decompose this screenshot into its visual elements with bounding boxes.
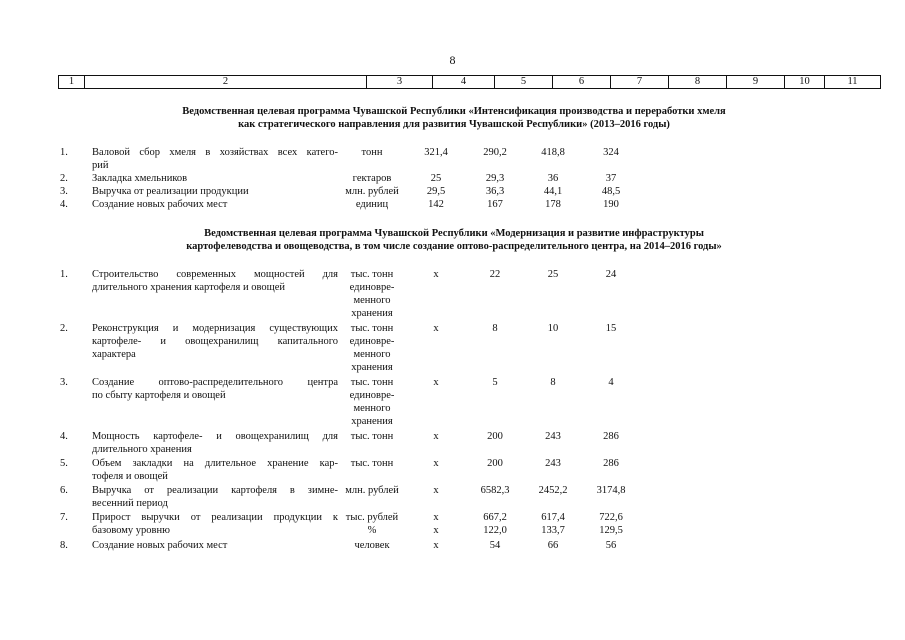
row-number: 3. [60,377,68,388]
value-col-5: 54 [489,540,501,551]
indicator-name [92,172,338,185]
value-col-5: 6582,3 [480,485,510,496]
indicator-name-line: длительного хранения картофеля и овощей [92,282,285,293]
section1-title-line1: Ведомственная целевая программа Чувашской Республики «Интенсификация производства и переработки хмеля [182,106,726,117]
row-number: 2. [60,173,68,184]
unit-of-measure-line: % [367,525,377,536]
value-col-6: 418,8 [541,147,565,158]
unit-of-measure [340,484,404,497]
value-col-4: х [433,323,439,334]
indicator-name-line: Создание оптово-распределительного центра [92,377,338,388]
unit-of-measure-line: тыс. тонн [350,431,394,442]
unit-of-measure-line: хранения [351,416,393,427]
indicator-name-line: Выручка от реализации картофеля в зимне- [92,485,338,496]
unit-of-measure-line: тыс. тонн [350,377,394,388]
row-number: 8. [60,540,68,551]
value-col-5: 200 [487,431,503,442]
unit-of-measure-line: единовре- [349,336,395,347]
row-number: 5. [60,458,68,469]
unit-of-measure [340,198,404,211]
value-col-5: 29,3 [485,173,505,184]
column-number-10: 10 [785,76,825,89]
indicator-name [92,511,338,537]
column-number-7: 7 [611,76,669,89]
indicator-name-line: Реконструкция и модернизация существующих [92,323,338,334]
indicator-name-line: Мощность картофеле- и овощехранилищ для [92,431,338,442]
value-col-6: 66 [547,540,559,551]
unit-of-measure-line: хранения [351,362,393,373]
unit-of-measure-line: млн. рублей [345,485,399,496]
value-col-4: х [433,540,439,551]
value-col-6: 36 [547,173,559,184]
indicator-name [92,376,338,402]
value-col-6: 243 [545,431,561,442]
value-col-6-line: 617,4 [541,512,565,523]
value-col-4-line: х [433,525,439,536]
row-number: 3. [60,186,68,197]
unit-of-measure [340,430,404,443]
unit-of-measure [340,539,404,552]
indicator-name-line: Создание новых рабочих мест [92,540,228,551]
indicator-name-line: Создание новых рабочих мест [92,199,228,210]
indicator-name-line: рий [92,160,109,171]
row-number: 4. [60,431,68,442]
indicator-name-line: Выручка от реализации продукции [92,186,249,197]
value-col-4: 25 [430,173,442,184]
column-number-11: 11 [825,76,881,89]
value-col-6: 44,1 [543,186,563,197]
indicator-name [92,430,338,456]
value-col-5: 5 [492,377,498,388]
row-number: 4. [60,199,68,210]
column-number-3: 3 [367,76,433,89]
unit-of-measure-line: единовре- [349,390,395,401]
value-col-7: 24 [605,269,617,280]
unit-of-measure-line: гектаров [352,173,392,184]
column-number-9: 9 [727,76,785,89]
unit-of-measure [340,322,404,374]
indicator-name-line: картофеле- и овощехранилищ капитального [92,336,338,347]
unit-of-measure [340,146,404,159]
unit-of-measure-line: менного [353,295,391,306]
unit-of-measure [340,268,404,320]
value-col-5: 167 [487,199,503,210]
unit-of-measure [340,511,404,537]
value-col-6: 2452,2 [538,485,568,496]
value-col-4: 321,4 [424,147,448,158]
value-col-6: 25 [547,269,559,280]
value-col-4: х [433,269,439,280]
value-col-4-line: х [433,512,439,523]
value-col-4: 142 [428,199,444,210]
value-col-4: х [433,377,439,388]
value-col-5 [466,511,524,537]
unit-of-measure [340,376,404,428]
column-number-5: 5 [495,76,553,89]
section2-title-line1: Ведомственная целевая программа Чувашской Республики «Модернизация и развитие инфраструктуры [204,228,704,239]
unit-of-measure [340,172,404,185]
column-number-2: 2 [85,76,367,89]
unit-of-measure-line: тонн [361,147,383,158]
column-number-6: 6 [553,76,611,89]
value-col-7: 286 [603,431,619,442]
column-number-4: 4 [433,76,495,89]
value-col-6-line: 133,7 [541,525,565,536]
unit-of-measure-line: единиц [355,199,389,210]
unit-of-measure-line: тыс. рублей [345,512,399,523]
value-col-4: х [433,431,439,442]
unit-of-measure-line: менного [353,349,391,360]
indicator-name [92,146,338,172]
value-col-7: 56 [605,540,617,551]
value-col-5-line: 122,0 [483,525,507,536]
unit-of-measure-line: единовре- [349,282,395,293]
value-col-6: 10 [547,323,559,334]
value-col-5: 36,3 [485,186,505,197]
page-number: 8 [449,53,456,67]
unit-of-measure-line: тыс. тонн [350,323,394,334]
unit-of-measure-line: тыс. тонн [350,269,394,280]
indicator-name-line: Валовой сбор хмеля в хозяйствах всех катего- [92,147,338,158]
section2-title-line2: картофелеводства и овощеводства, в том числе создание оптово-распределительного центра, на 2014–2016 годы» [186,241,722,252]
value-col-7: 324 [603,147,619,158]
unit-of-measure-line: тыс. тонн [350,458,394,469]
indicator-name-line: тофеля и овощей [92,471,168,482]
indicator-name-line: Закладка хмельников [92,173,188,184]
column-number-1: 1 [59,76,85,89]
indicator-name-line: базовому уровню [92,525,170,536]
value-col-4: 29,5 [426,186,446,197]
value-col-5: 8 [492,323,498,334]
value-col-7-line: 722,6 [599,512,623,523]
unit-of-measure-line: млн. рублей [345,186,399,197]
value-col-7: 286 [603,458,619,469]
value-col-5-line: 667,2 [483,512,507,523]
indicator-name-line: по сбыту картофеля и овощей [92,390,226,401]
indicator-name-line: длительного хранения [92,444,192,455]
value-col-7: 3174,8 [596,485,626,496]
value-col-7-line: 129,5 [599,525,623,536]
indicator-name-line: характера [92,349,136,360]
indicator-name-line: Строительство современных мощностей для [92,269,338,280]
unit-of-measure-line: менного [353,403,391,414]
value-col-7: 4 [608,377,614,388]
indicator-name-line: Объем закладки на длительное хранение кар- [92,458,338,469]
value-col-4 [406,511,466,537]
indicator-name-line: Прирост выручки от реализации продукции к [92,512,338,523]
indicator-name [92,185,338,198]
unit-of-measure-line: человек [354,540,390,551]
value-col-6: 243 [545,458,561,469]
value-col-6 [524,511,582,537]
indicator-name [92,268,338,294]
indicator-name [92,457,338,483]
indicator-name [92,484,338,510]
indicator-name-line: весенний период [92,498,168,509]
indicator-name [92,539,338,552]
column-number-header [58,75,881,89]
column-number-8: 8 [669,76,727,89]
row-number: 6. [60,485,68,496]
unit-of-measure [340,185,404,198]
value-col-5: 22 [489,269,501,280]
value-col-4: х [433,458,439,469]
value-col-5: 290,2 [483,147,507,158]
value-col-4: х [433,485,439,496]
value-col-5: 200 [487,458,503,469]
row-number: 7. [60,512,68,523]
unit-of-measure [340,457,404,470]
value-col-7: 190 [603,199,619,210]
row-number: 2. [60,323,68,334]
value-col-7 [582,511,640,537]
value-col-7: 48,5 [601,186,621,197]
row-number: 1. [60,147,68,158]
unit-of-measure-line: хранения [351,308,393,319]
indicator-name [92,322,338,361]
value-col-7: 37 [605,173,617,184]
indicator-name [92,198,338,211]
value-col-6: 8 [550,377,556,388]
value-col-6: 178 [545,199,561,210]
row-number: 1. [60,269,68,280]
section1-title-line2: как стратегического направления для развития Чувашской Республики» (2013–2016 годы) [238,119,670,130]
value-col-7: 15 [605,323,617,334]
